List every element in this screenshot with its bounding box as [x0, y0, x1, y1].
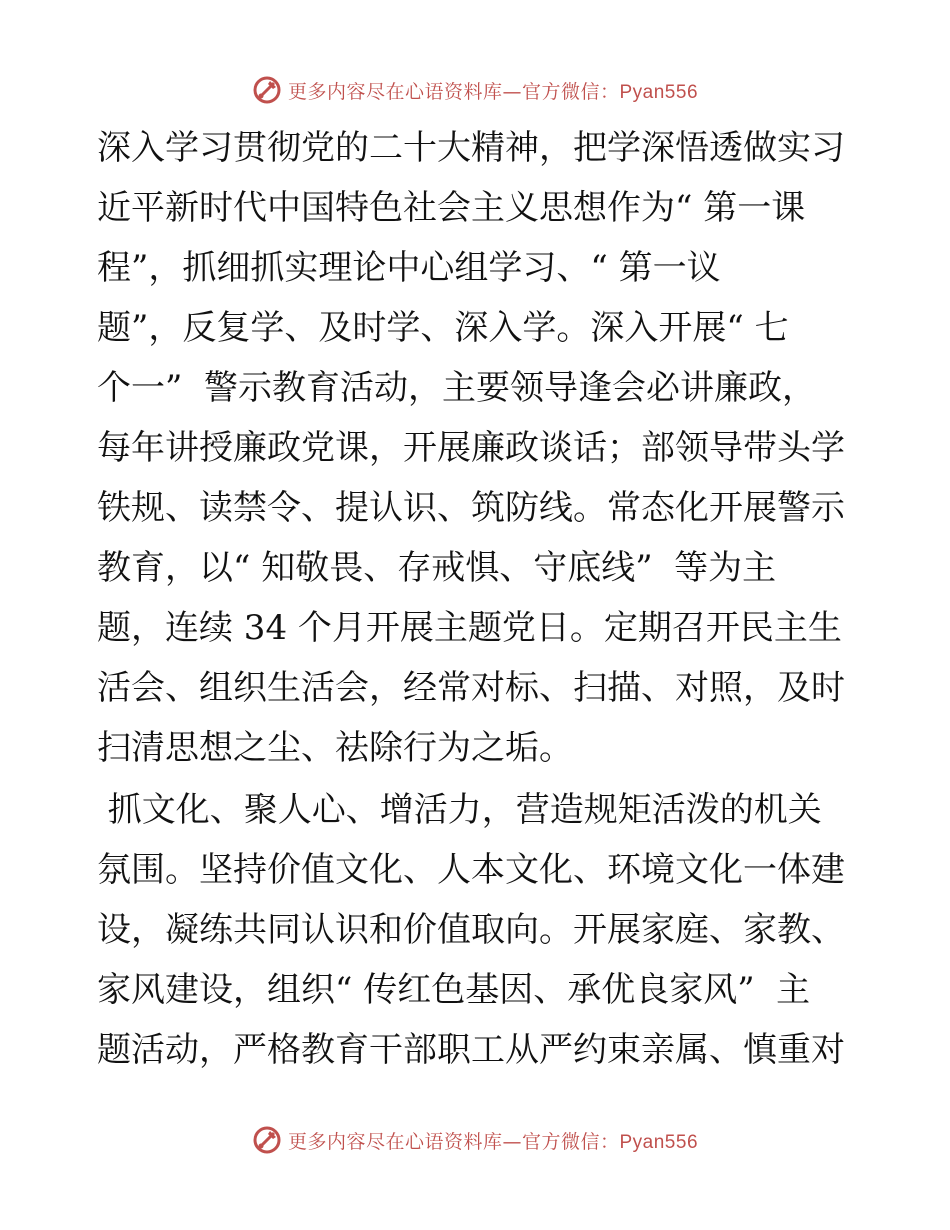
paragraph-1-line-10: 活会、组织生活会，经常对标、扫描、对照，及时: [97, 668, 845, 708]
watermark-brand: 更多内容尽在心语资料库: [287, 80, 503, 103]
paragraph-1-line-9: 题，连续 34 个月开展主题党日。定期召开民主生: [97, 608, 842, 648]
paragraph-1-line-2: 近平新时代中国特色社会主义思想作为“ 第一课: [97, 188, 806, 228]
watermark-wechat-id: Pyan556: [619, 1131, 699, 1153]
paragraph-1-line-8: 教育，以“ 知敬畏、存戒惧、守底线” 等为主: [97, 548, 777, 588]
watermark-brand: 更多内容尽在心语资料库: [287, 1130, 503, 1153]
paragraph-2-line-5: 题活动，严格教育干部职工从严约束亲属、慎重对: [97, 1030, 845, 1070]
watermark-text: [288, 1127, 698, 1154]
watermark-wechat-id: Pyan556: [619, 81, 699, 103]
paragraph-2-line-3: 设，凝练共同认识和价值取向。开展家庭、家教、: [97, 910, 845, 950]
paragraph-2-line-4: 家风建设，组织“ 传红色基因、承优良家风” 主: [97, 970, 811, 1010]
paragraph-1-line-3: 程”，抓细抓实理论中心组学习、“ 第一议: [97, 248, 721, 288]
paragraph-1-line-6: 每年讲授廉政党课，开展廉政谈话；部领导带头学: [97, 428, 845, 468]
watermark-separator: —: [502, 80, 522, 103]
paragraph-2-line-2: 氛围。坚持价值文化、人本文化、环境文化一体建: [97, 850, 845, 890]
paragraph-1-line-7: 铁规、读禁令、提认识、筑防线。常态化开展警示: [97, 488, 845, 528]
watermark-text: [288, 77, 698, 104]
paragraph-1-line-5: 个一” 警示教育活动，主要领导逢会必讲廉政，: [97, 368, 816, 408]
paragraph-1-line-4: 题”，反复学、及时学、深入学。深入开展“ 七: [97, 308, 789, 348]
brand-logo-icon: [252, 1125, 282, 1155]
paragraph-1-line-1: 深入学习贯彻党的二十大精神，把学深悟透做实习: [97, 128, 845, 168]
watermark-label: 官方微信：: [521, 1130, 620, 1153]
header-watermark: [0, 73, 950, 107]
paragraph-2-line-1: 抓文化、聚人心、增活力，营造规矩活泼的机关: [97, 790, 822, 830]
footer-watermark: [0, 1123, 950, 1157]
watermark-label: 官方微信：: [521, 80, 620, 103]
brand-logo-icon: [252, 75, 282, 105]
paragraph-1-line-11: 扫清思想之尘、祛除行为之垢。: [97, 728, 573, 768]
watermark-separator: —: [502, 1130, 522, 1153]
